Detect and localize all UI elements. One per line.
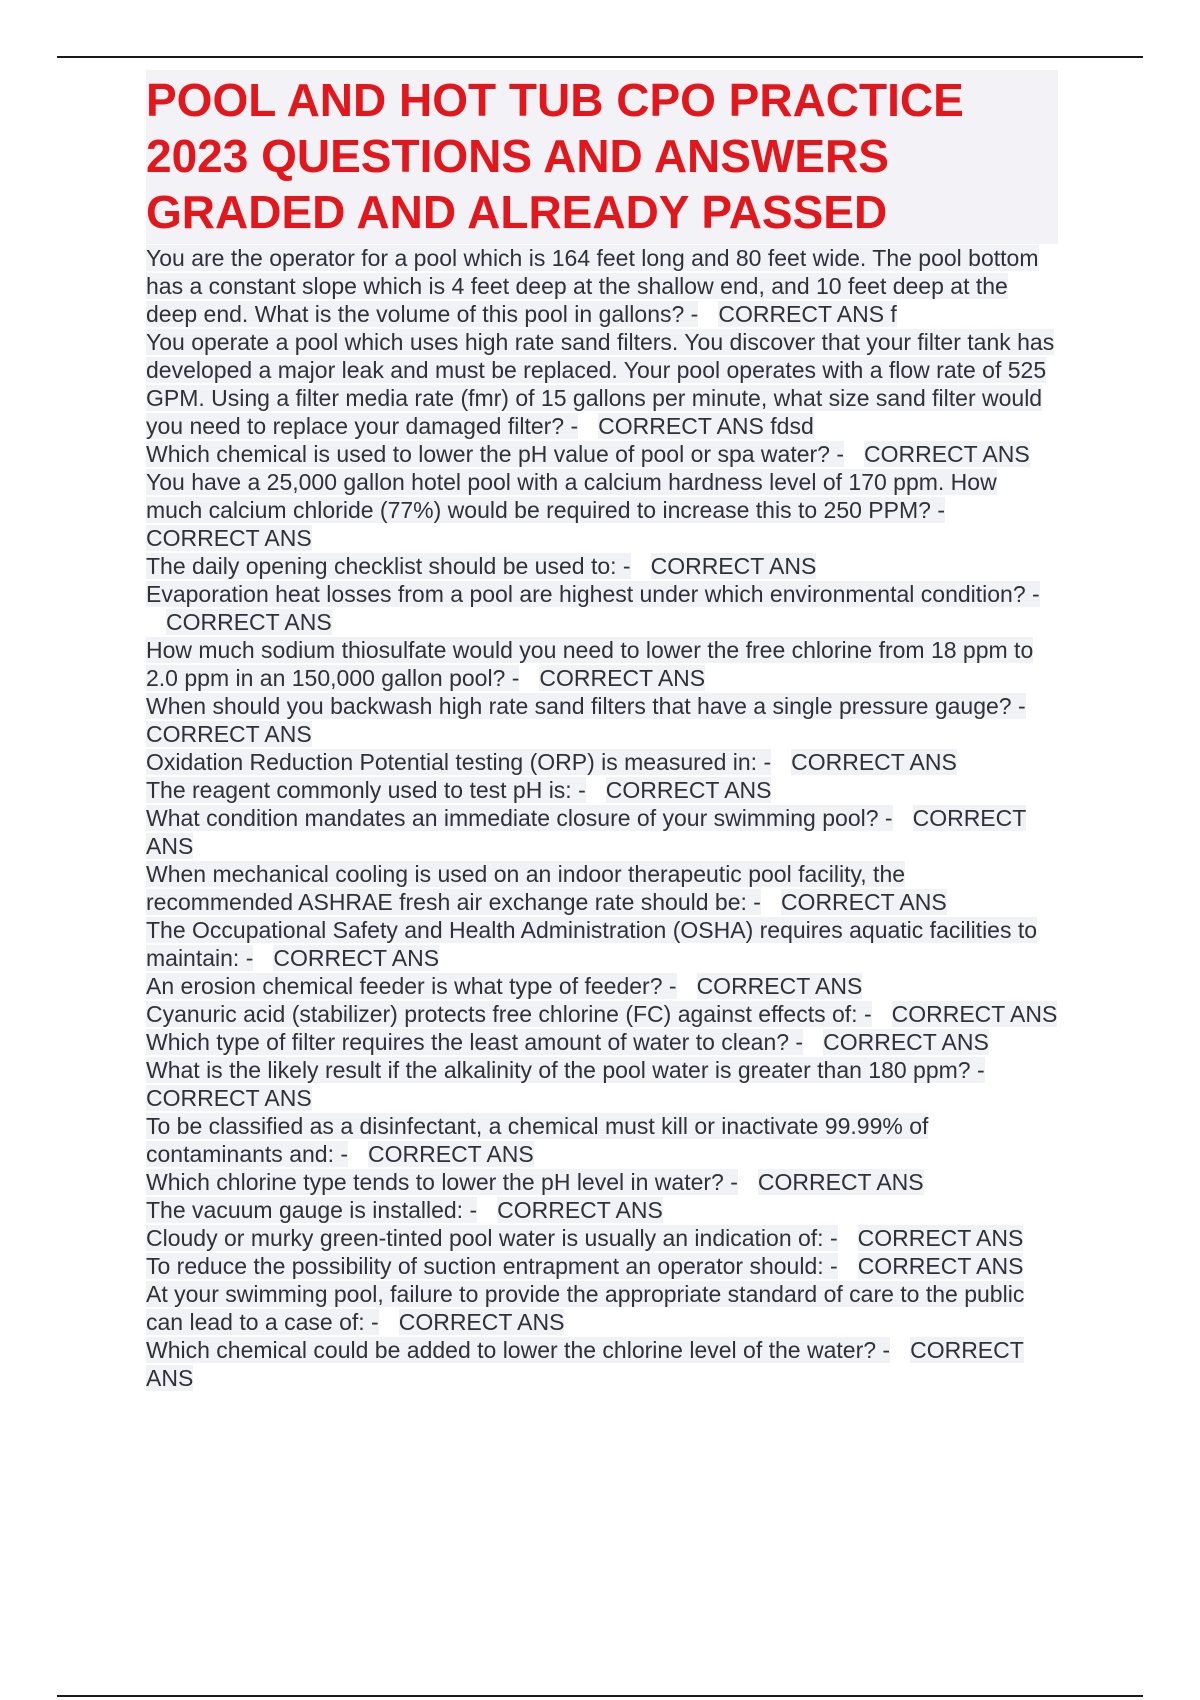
qa-item: [146, 1028, 1058, 1056]
document-body: [146, 70, 1058, 1392]
top-rule: [57, 56, 1143, 58]
qa-item: [146, 1336, 1058, 1392]
question-text: Which chemical is used to lower the pH value of pool or spa water? -: [146, 441, 844, 467]
answer-text: CORRECT ANS: [146, 721, 312, 747]
question-text: What is the likely result if the alkalinity of the pool water is greater than 180 ppm? -: [146, 1057, 985, 1083]
question-text: To reduce the possibility of suction entrapment an operator should: -: [146, 1253, 838, 1279]
bottom-rule: [57, 1695, 1143, 1697]
answer-text: CORRECT ANS: [791, 749, 957, 775]
question-text: Which chemical could be added to lower the chlorine level of the water? -: [146, 1337, 891, 1363]
qa-item: [146, 1000, 1058, 1028]
question-text: The vacuum gauge is installed: -: [146, 1197, 478, 1223]
answer-text: CORRECT ANS: [823, 1029, 989, 1055]
qa-item: [146, 1280, 1058, 1336]
qa-item: [146, 1056, 1058, 1112]
qa-item: [146, 440, 1058, 468]
question-text: You are the operator for a pool which is 164 feet long and 80 feet wide. The pool bottom has a constant slope which is 4 feet deep at the shallow end, and 10 feet deep at the deep end. What is the volume of this pool in gallons? -: [146, 245, 1039, 327]
qa-list: [146, 244, 1058, 1392]
qa-item: [146, 328, 1058, 440]
answer-text: CORRECT ANS: [146, 1085, 312, 1111]
qa-item: [146, 1224, 1058, 1252]
question-text: When should you backwash high rate sand filters that have a single pressure gauge? -: [146, 693, 1026, 719]
answer-text: CORRECT ANS: [857, 1253, 1024, 1279]
answer-text: CORRECT ANS: [864, 441, 1030, 467]
answer-text: CORRECT ANS: [146, 525, 312, 551]
qa-item: [146, 1196, 1058, 1224]
question-text: Evaporation heat losses from a pool are highest under which environmental condition? -: [146, 581, 1040, 607]
answer-text: CORRECT ANS fdsd: [598, 413, 814, 439]
question-text: Which chlorine type tends to lower the pH level in water? -: [146, 1169, 738, 1195]
answer-text: CORRECT ANS f: [718, 301, 897, 327]
qa-item: [146, 1168, 1058, 1196]
answer-text: CORRECT ANS: [146, 805, 1027, 859]
qa-item: [146, 580, 1058, 636]
question-text: You have a 25,000 gallon hotel pool with a calcium hardness level of 170 ppm. How much calcium chloride (77%) would be required to increase this to 250 PPM? -: [146, 469, 997, 523]
answer-text: CORRECT ANS: [539, 665, 706, 691]
question-text: The Occupational Safety and Health Administration (OSHA) requires aquatic facilities to maintain: -: [146, 917, 1038, 971]
question-text: Oxidation Reduction Potential testing (ORP) is measured in: -: [146, 749, 772, 775]
question-text: What condition mandates an immediate closure of your swimming pool? -: [146, 805, 893, 831]
question-text: How much sodium thiosulfate would you need to lower the free chlorine from 18 ppm to 2.0 ppm in an 150,000 gallon pool? -: [146, 637, 1034, 691]
qa-item: [146, 468, 1058, 552]
qa-item: [146, 552, 1058, 580]
question-text: At your swimming pool, failure to provide the appropriate standard of care to the public can lead to a case of: -: [146, 1281, 1025, 1335]
qa-item: [146, 916, 1058, 972]
document-title: POOL AND HOT TUB CPO PRACTICE 2023 QUESTIONS AND ANSWERS GRADED AND ALREADY PASSED: [146, 70, 1058, 244]
answer-text: CORRECT ANS: [757, 1169, 924, 1195]
answer-text: CORRECT ANS: [273, 945, 440, 971]
qa-item: [146, 776, 1058, 804]
qa-item: [146, 692, 1058, 748]
question-text: When mechanical cooling is used on an indoor therapeutic pool facility, the recommended ASHRAE fresh air exchange rate should be: -: [146, 861, 906, 915]
qa-item: [146, 1112, 1058, 1168]
qa-item: [146, 244, 1058, 328]
question-text: Cloudy or murky green-tinted pool water is usually an indication of: -: [146, 1225, 838, 1251]
answer-text: CORRECT ANS: [857, 1225, 1024, 1251]
question-text: You operate a pool which uses high rate sand filters. You discover that your filter tank has developed a major leak and must be replaced. Your pool operates with a flow rate of 525 GPM. Using a filter media rate (fmr) of 15 gallons per minute, what size sand filter would you need to replace your damaged filter? -: [146, 329, 1055, 439]
answer-text: CORRECT ANS: [166, 609, 332, 635]
qa-item: [146, 1252, 1058, 1280]
answer-text: CORRECT ANS: [146, 1337, 1024, 1391]
question-text: The reagent commonly used to test pH is: -: [146, 777, 586, 803]
qa-item: [146, 636, 1058, 692]
answer-text: CORRECT ANS: [696, 973, 863, 999]
question-text: An erosion chemical feeder is what type of feeder? -: [146, 973, 677, 999]
qa-item: [146, 748, 1058, 776]
answer-text: CORRECT ANS: [497, 1197, 663, 1223]
question-text: Cyanuric acid (stabilizer) protects free chlorine (FC) against effects of: -: [146, 1001, 872, 1027]
question-text: To be classified as a disinfectant, a chemical must kill or inactivate 99.99% of contaminants and: -: [146, 1113, 929, 1167]
answer-text: CORRECT ANS: [780, 889, 947, 915]
answer-text: CORRECT ANS: [398, 1309, 565, 1335]
answer-text: CORRECT ANS: [891, 1001, 1058, 1027]
question-text: The daily opening checklist should be used to: -: [146, 553, 631, 579]
answer-text: CORRECT ANS: [605, 777, 772, 803]
answer-text: CORRECT ANS: [368, 1141, 534, 1167]
answer-text: CORRECT ANS: [650, 553, 817, 579]
qa-item: [146, 972, 1058, 1000]
qa-item: [146, 804, 1058, 860]
qa-item: [146, 860, 1058, 916]
question-text: Which type of filter requires the least amount of water to clean? -: [146, 1029, 804, 1055]
